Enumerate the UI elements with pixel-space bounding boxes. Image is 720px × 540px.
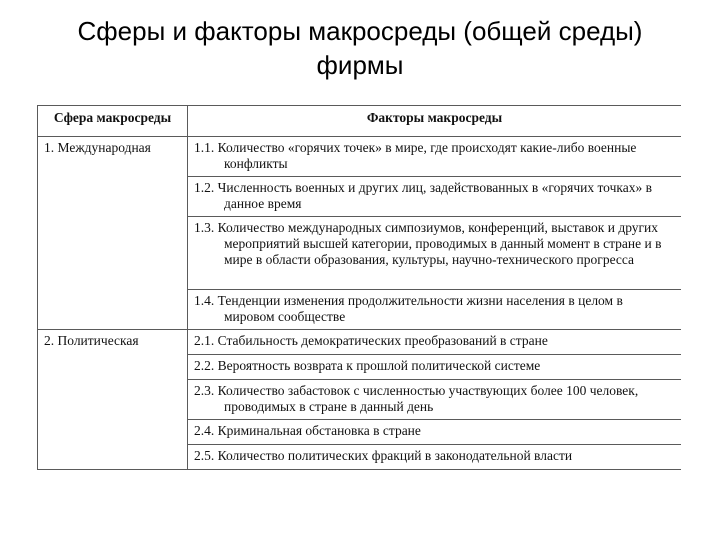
header-sphere: Сфера макросреды (38, 106, 188, 137)
factor-cell: 2.2. Вероятность возврата к прошлой политической системе (188, 355, 682, 380)
factor-cell: 1.1. Количество «горячих точек» в мире, где происходят какие-либо военные конфликты (188, 137, 682, 177)
macro-environment-table-container (37, 105, 681, 510)
factor-cell: 1.3. Количество международных симпозиумов, конференций, выставок и других мероприятий высшей категории, проводимых в данный момент в стране и в мире в области образования, культуры, научно-технического прогресса (188, 217, 682, 290)
factor-cell: 1.4. Тенденции изменения продолжительности жизни населения в целом в мировом сообществе (188, 290, 682, 330)
header-factors: Факторы макросреды (188, 106, 682, 137)
sphere-cell-international: 1. Международная (38, 137, 188, 330)
table-row (38, 330, 682, 355)
factor-cell: 2.4. Криминальная обстановка в стране (188, 420, 682, 445)
factor-cell: 1.2. Численность военных и других лиц, задействованных в «горячих точках» в данное время (188, 177, 682, 217)
sphere-cell-political: 2. Политическая (38, 330, 188, 470)
slide-title: Сферы и факторы макросреды (общей среды) фирмы (77, 16, 643, 80)
macro-environment-table (37, 105, 681, 470)
factor-cell: 2.1. Стабильность демократических преобразований в стране (188, 330, 682, 355)
table-header-row (38, 106, 682, 137)
factor-cell: 2.3. Количество забастовок с численностью участвующих более 100 человек, проводимых в стране в данный день (188, 380, 682, 420)
factor-cell: 2.5. Количество политических фракций в законодательной власти (188, 445, 682, 470)
table-row (38, 137, 682, 177)
